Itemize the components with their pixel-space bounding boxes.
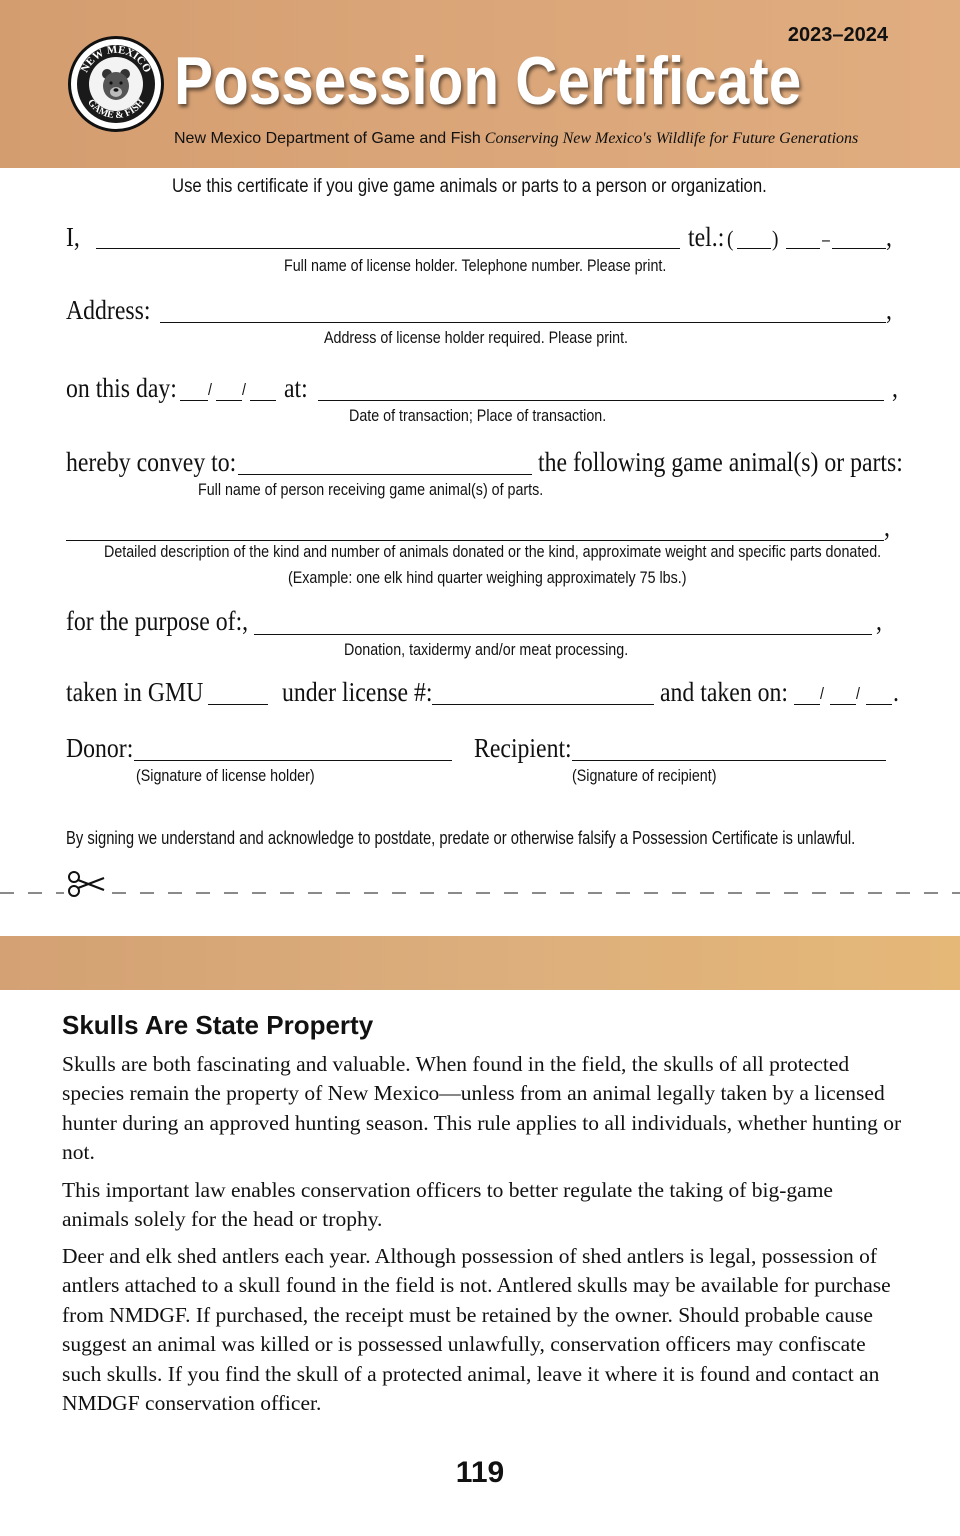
taken-period: . (893, 677, 899, 707)
year-label: 2023–2024 (787, 24, 888, 46)
convey-label: hereby convey to: (66, 447, 237, 477)
gmu-label: taken in GMU (66, 677, 204, 707)
description-hint: Detailed description of the kind and number of animals donated or the kind, approximate weight and specific parts donated. (104, 542, 882, 561)
donor-signature-field[interactable] (134, 744, 452, 761)
tel-prefix-field[interactable] (786, 232, 820, 249)
tel-dash: – (822, 230, 830, 249)
bear-head-icon (71, 39, 161, 129)
department-motto: Conserving New Mexico's Wildlife for Future Generations (484, 130, 859, 147)
day-year-field[interactable] (250, 384, 276, 401)
taken-on-label: and taken on: (660, 677, 789, 707)
tel-paren-close: ) (772, 226, 779, 251)
header-banner (0, 0, 960, 168)
purpose-field[interactable] (254, 618, 872, 635)
svg-text:NEW MEXICO: NEW MEXICO (78, 43, 154, 75)
taken-slash-1: / (820, 684, 824, 703)
tel-paren-open: ( (727, 226, 734, 251)
address-hint: Address of license holder required. Please print. (324, 328, 629, 347)
license-number-field[interactable] (432, 688, 654, 705)
donor-hint: (Signature of license holder) (136, 766, 315, 785)
convey-hint: Full name of person receiving game animal(s) of parts. (198, 480, 544, 499)
day-day-field[interactable] (216, 384, 242, 401)
acknowledgement-text: By signing we understand and acknowledge to postdate, predate or otherwise falsify a Possession Certificate is unlawful. (66, 828, 856, 848)
gmu-field[interactable] (208, 688, 268, 705)
license-label: under license #: (282, 677, 433, 707)
i-label: I, (66, 222, 80, 252)
scissors-icon (64, 868, 108, 898)
day-slash-1: / (208, 380, 212, 399)
address-label: Address: (66, 295, 151, 325)
place-comma: , (892, 373, 898, 403)
cut-line (0, 892, 960, 894)
article-paragraph-1: Skulls are both fascinating and valuable. When found in the field, the skulls of all protected species remain the property of New Mexico—unless from an animal legally taken by a licensed hunter during an approved hunting season. This rule applies to all individuals, whether hunting or not. (62, 1052, 902, 1165)
purpose-hint: Donation, taxidermy and/or meat processing. (344, 640, 629, 659)
recipient-name-field[interactable] (238, 458, 532, 475)
article-paragraph-2: This important law enables conservation officers to better regulate the taking of big-game animals solely for the head or trophy. (62, 1178, 833, 1232)
department-name: New Mexico Department of Game and Fish (174, 130, 481, 147)
svg-text:GAME & FISH: GAME & FISH (85, 97, 147, 122)
description-example: (Example: one elk hind quarter weighing approximately 75 lbs.) (288, 568, 687, 587)
license-holder-name-field[interactable] (96, 232, 680, 249)
at-label: at: (284, 373, 308, 403)
tel-label: tel.: (688, 222, 725, 252)
day-month-field[interactable] (180, 384, 208, 401)
department-line (174, 130, 858, 148)
article-paragraph-3: Deer and elk shed antlers each year. Although possession of shed antlers is legal, possession of antlers attached to a skull found in the field is not. Antlered skulls may be available for purchase from NMDGF. If purchased, the receipt must be retained by the owner. Should probable cause suggest an animal was killed or is possessed unlawfully, conservation officers may confiscate such skulls. If you find the skull of a protected animal, leave it where it is found and contact an NMDGF conservation officer. (62, 1244, 891, 1416)
place-field[interactable] (318, 384, 884, 401)
purpose-label: for the purpose of:, (66, 606, 249, 636)
article-title: Skulls Are State Property (62, 1010, 374, 1040)
taken-slash-2: / (856, 684, 860, 703)
name-hint: Full name of license holder. Telephone number. Please print. (284, 256, 667, 275)
description-comma: , (884, 512, 890, 542)
donor-label: Donor: (66, 733, 134, 763)
day-hint: Date of transaction; Place of transaction. (349, 406, 607, 425)
recipient-hint: (Signature of recipient) (572, 766, 717, 785)
address-comma: , (886, 295, 892, 325)
recipient-signature-field[interactable] (572, 744, 886, 761)
taken-month-field[interactable] (794, 688, 820, 705)
tel-number-field[interactable] (832, 232, 886, 249)
description-field[interactable] (66, 524, 884, 541)
name-comma: , (886, 222, 892, 252)
recipient-label: Recipient: (474, 733, 572, 763)
page-number: 119 (455, 1456, 505, 1489)
address-field[interactable] (160, 306, 886, 323)
purpose-comma: , (876, 606, 882, 636)
taken-day-field[interactable] (830, 688, 856, 705)
form-intro: Use this certificate if you give game animals or parts to a person or organization. (172, 176, 767, 197)
tel-area-code-field[interactable] (737, 232, 771, 249)
department-seal-logo (68, 36, 164, 132)
following-label: the following game animal(s) or parts: (538, 447, 903, 477)
day-slash-2: / (242, 380, 246, 399)
taken-year-field[interactable] (866, 688, 892, 705)
page-title: Possession Certificate (174, 43, 802, 119)
day-label: on this day: (66, 373, 177, 403)
section-band (0, 936, 960, 990)
